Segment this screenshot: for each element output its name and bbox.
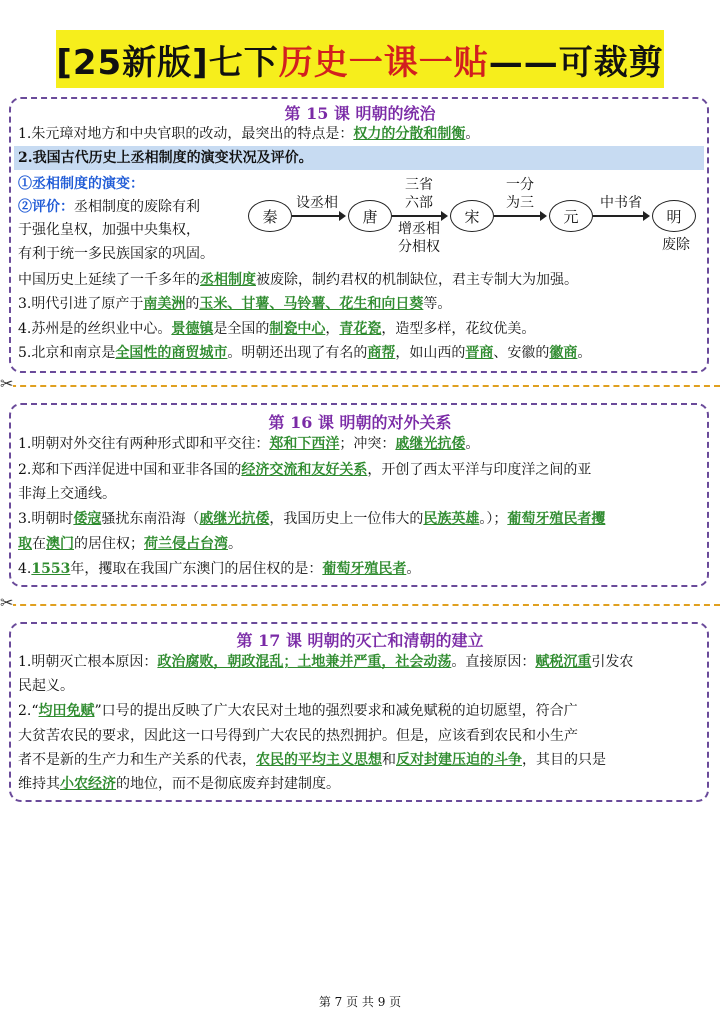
lesson16-line2: 2.郑和下西洋促进中国和亚非各国的经济交流和友好关系，开创了西太平洋与印度洋之间的亚 xyxy=(18,462,592,478)
scissors-icon: ✂ xyxy=(0,593,14,612)
label-three-dept: 三省 xyxy=(405,177,433,193)
label-into-three: 为三 xyxy=(506,195,534,211)
node-yuan: 元 xyxy=(549,200,593,232)
lesson17-title: 第 17 课 明朝的灭亡和清朝的建立 xyxy=(236,631,484,650)
lesson15-line1: 1.朱元璋对地方和中央官职的改动，最突出的特点是：权力的分散和制衡。 xyxy=(18,126,480,142)
node-ming: 明 xyxy=(652,200,696,232)
lesson15-line9: 4.苏州是的丝织业中心。景德镇是全国的制瓷中心，青花瓷，造型多样，花纹优美。 xyxy=(18,321,536,337)
lesson16-line4: 3.明朝时倭寇骚扰东南沿海（戚继光抗倭，我国历史上一位伟大的民族英雄。）；葡萄牙殖民者攫 xyxy=(18,511,606,527)
label-six-ministries: 六部 xyxy=(405,195,433,211)
lesson17-line2: 民起义。 xyxy=(18,678,74,694)
banner-part3: ——可裁剪 xyxy=(488,42,664,83)
cut-line-2 xyxy=(0,604,720,606)
lesson15-title: 第 15 课 明朝的统治 xyxy=(284,104,436,123)
arrow-3 xyxy=(494,215,545,217)
label-set-chancellor: 设丞相 xyxy=(296,195,338,211)
lesson15-line8: 3.明代引进了原产于南美洲的玉米、甘薯、马铃薯、花生和向日葵等。 xyxy=(18,296,452,312)
lesson16-line1: 1.明朝对外交往有两种形式即和平交往：郑和下西洋；冲突：戚继光抗倭。 xyxy=(18,436,480,452)
label-add-chancellor: 增丞相 xyxy=(398,221,440,237)
arrow-1 xyxy=(292,215,344,217)
lesson15-line10: 5.北京和南京是全国性的商贸城市。明朝还出现了有名的商帮，如山西的晋商、安徽的徽商。 xyxy=(18,345,592,361)
arrow-2 xyxy=(392,215,446,217)
label-one-split: 一分 xyxy=(506,177,534,193)
lesson17-line6: 维持其小农经济的地位，而不是彻底废弃封建制度。 xyxy=(18,776,340,792)
page-footer: 第 7 页 共 9 页 xyxy=(318,995,402,1009)
lesson15-line4: ②评价：丞相制度的废除有利 xyxy=(18,199,200,215)
lesson15-line3: ①丞相制度的演变： xyxy=(18,176,144,192)
lesson17-line1: 1.明朝灭亡根本原因：政治腐败，朝政混乱；土地兼并严重，社会动荡。直接原因：赋税沉重引发农 xyxy=(18,654,634,670)
banner-part1: [25新版]七下 xyxy=(56,42,279,83)
lesson15-line6: 有利于统一多民族国家的巩固。 xyxy=(18,246,214,262)
lesson17-line3: 2.“均田免赋”口号的提出反映了广大农民对土地的强烈要求和减免赋税的迫切愿望，符合广 xyxy=(18,703,578,719)
lesson15-line5: 于强化皇权，加强中央集权， xyxy=(18,222,200,238)
label-zhongshu: 中书省 xyxy=(600,195,642,211)
lesson16-title: 第 16 课 明朝的对外关系 xyxy=(268,413,452,432)
node-song: 宋 xyxy=(450,200,494,232)
label-abolished: 废除 xyxy=(662,237,690,253)
lesson16-line3: 非海上交通线。 xyxy=(18,486,116,502)
lesson16-line5: 取在澳门的居住权；荷兰侵占台湾。 xyxy=(18,536,242,552)
banner-part2: 历史一课一贴 xyxy=(278,42,489,83)
lesson17-line5: 者不是新的生产力和生产关系的代表，农民的平均主义思想和反对封建压迫的斗争，其目的只是 xyxy=(18,752,606,768)
lesson15-line2: 2.我国古代历史上丞相制度的演变状况及评价。 xyxy=(18,150,313,166)
page-banner xyxy=(56,30,664,88)
lesson17-line4: 大贫苦农民的要求，因此这一口号得到广大农民的热烈拥护。但是，应该看到农民和小生产 xyxy=(18,728,578,744)
lesson16-line6: 4.1553年，攫取在我国广东澳门的居住权的是：葡萄牙殖民者。 xyxy=(18,561,421,577)
arrow-4 xyxy=(593,215,648,217)
node-tang: 唐 xyxy=(348,200,392,232)
node-qin: 秦 xyxy=(248,200,292,232)
lesson15-line7: 中国历史上延续了一千多年的丞相制度被废除，制约君权的机制缺位，君主专制大为加强。 xyxy=(18,272,578,288)
scissors-icon: ✂ xyxy=(0,374,14,393)
label-split-power: 分相权 xyxy=(398,239,440,255)
cut-line-1 xyxy=(0,385,720,387)
